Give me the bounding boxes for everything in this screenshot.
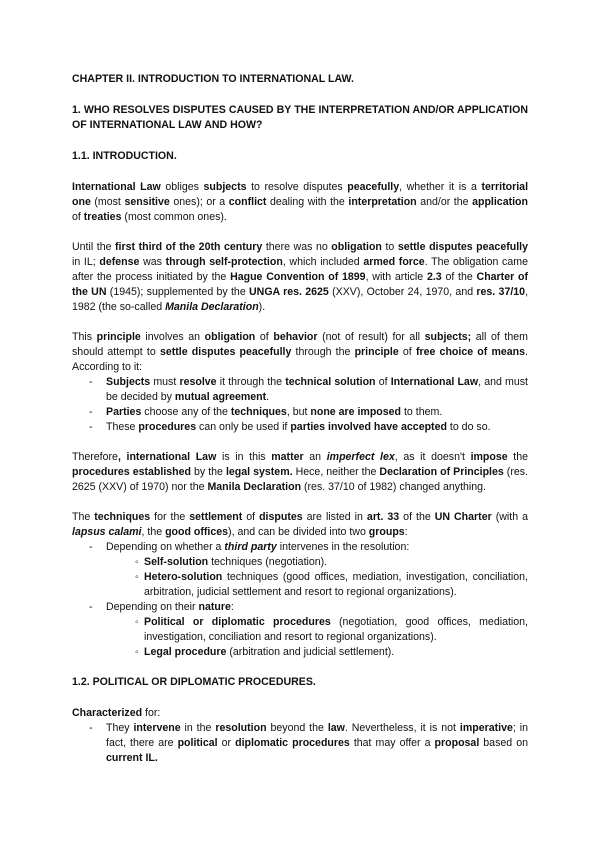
bold-text: parties involved have accepted	[290, 421, 447, 433]
bold-text: techniques	[230, 406, 287, 418]
section-1-2-title: 1.2. POLITICAL OR DIPLOMATIC PROCEDURES.	[72, 676, 316, 688]
text-run: (res. 2625 (XXV) of 1970) nor the	[72, 466, 528, 493]
text-run: , whether it is a	[399, 181, 482, 193]
text-run: to them.	[401, 406, 443, 418]
bold-text: Charter of the UN	[72, 271, 528, 298]
bold-text: techniques	[94, 511, 151, 523]
bold-text: none are imposed	[310, 406, 402, 418]
list-item	[72, 540, 528, 600]
text-run: of the	[399, 511, 435, 523]
sub-list-item	[106, 570, 528, 600]
bold-text: subjects;	[424, 331, 472, 343]
bold-text: procedures	[138, 421, 197, 433]
bold-text: imperfect lex	[326, 451, 395, 463]
text-run: ones); or a	[169, 196, 229, 208]
text-run: ; in fact, there are	[106, 722, 529, 749]
text-run: of the	[441, 271, 477, 283]
bold-text: procedures established	[72, 466, 191, 478]
bold-text: obligation	[331, 241, 382, 253]
text-run: techniques (good offices, mediation, investigation, conciliation, arbitration, judicial settlement and resort to regional organizations).	[144, 571, 528, 598]
bold-text: technical solution	[285, 376, 376, 388]
text-run: of	[72, 211, 84, 223]
text-run: and/or the	[416, 196, 473, 208]
document-page	[72, 72, 528, 781]
paragraph-4	[72, 450, 528, 495]
text-run: (arbitration and judicial settlement).	[226, 646, 395, 658]
text-run: in the	[180, 722, 216, 734]
sub-list-item	[106, 615, 528, 645]
text-run: This	[72, 331, 97, 343]
bold-text: conflict	[228, 196, 267, 208]
bold-text: Self-solution	[144, 556, 209, 568]
bold-text: application	[472, 196, 528, 208]
list-item	[72, 375, 528, 405]
text-run: , but	[286, 406, 311, 418]
list-5	[72, 540, 528, 660]
text-run: , which included	[282, 256, 364, 268]
text-run: obliges	[160, 181, 204, 193]
list-item	[72, 721, 528, 766]
bold-text: through self-protection	[165, 256, 283, 268]
text-run: , with article	[365, 271, 427, 283]
bold-text: current IL.	[106, 752, 158, 764]
list-item	[72, 420, 528, 435]
bold-text: Characterized	[72, 707, 143, 719]
bold-text: behavior	[273, 331, 318, 343]
paragraph-2	[72, 240, 528, 315]
bold-text: disputes	[259, 511, 303, 523]
text-run: based on	[479, 737, 528, 749]
text-run: by the	[191, 466, 226, 478]
text-run: Therefore	[72, 451, 118, 463]
text-run: to	[381, 241, 398, 253]
bold-text: first third of the 20th century	[115, 241, 263, 253]
text-run: all of them should attempt to	[72, 331, 528, 358]
text-run: dealing with the	[266, 196, 349, 208]
text-run: Until the	[72, 241, 116, 253]
bold-text: Parties	[106, 406, 142, 418]
text-run: These	[106, 421, 139, 433]
bold-text: good offices	[165, 526, 229, 538]
text-run: (most common ones).	[121, 211, 227, 223]
bold-text: peacefully	[347, 181, 400, 193]
text-run: that may offer a	[349, 737, 435, 749]
bold-text: International Law	[390, 376, 479, 388]
bold-text: Political or diplomatic procedures	[144, 616, 331, 628]
bold-text: art. 33	[366, 511, 400, 523]
text-run: (not of result) for all	[317, 331, 425, 343]
paragraph-6	[72, 706, 528, 721]
text-run: :	[404, 526, 408, 538]
text-run: Depending on whether a	[106, 541, 225, 553]
text-run: (with a	[491, 511, 528, 523]
bold-text: resolution	[215, 722, 267, 734]
bold-text: armed force	[363, 256, 425, 268]
text-run: Depending on their	[106, 601, 199, 613]
section-1-title: 1. WHO RESOLVES DISPUTES CAUSED BY THE INTERPRETATION AND/OR APPLICATION OF INTERNATIONAL LAW AND HOW?	[72, 104, 528, 131]
bold-text: territorial one	[72, 181, 529, 208]
text-run: . According to it:	[72, 346, 528, 373]
text-run: , as it doesn't	[394, 451, 471, 463]
bold-text: subjects	[203, 181, 247, 193]
bold-text: free choice of means	[415, 346, 526, 358]
bold-text: settle disputes peacefully	[397, 241, 528, 253]
text-run: (XXV), October 24, 1970, and	[328, 286, 477, 298]
text-run: (negotiation, good offices, mediation, investigation, conciliation and resort to regional organizations).	[144, 616, 528, 643]
text-run: They	[106, 722, 134, 734]
text-run: , 1982 (the so-called	[72, 286, 529, 313]
text-run: of	[398, 346, 416, 358]
paragraph-3	[72, 330, 528, 375]
text-run: choose any of the	[141, 406, 231, 418]
bold-text: impose	[470, 451, 508, 463]
text-run: an	[303, 451, 327, 463]
chapter-title: CHAPTER II. INTRODUCTION TO INTERNATIONAL LAW.	[72, 73, 354, 85]
bold-text: 2.3	[426, 271, 442, 283]
text-run: beyond the	[266, 722, 328, 734]
paragraph-5	[72, 510, 528, 540]
text-run: in IL;	[72, 256, 100, 268]
bold-text: law	[327, 722, 345, 734]
bold-text: matter	[271, 451, 304, 463]
bold-text: third party	[224, 541, 277, 553]
bold-text: Hetero-solution	[144, 571, 223, 583]
bold-text: , international Law	[117, 451, 217, 463]
list-item-text	[106, 540, 528, 555]
bold-text: intervene	[133, 722, 181, 734]
bold-text: defense	[99, 256, 140, 268]
bold-text: Declaration of Principles	[379, 466, 504, 478]
bold-text: groups	[368, 526, 405, 538]
bold-text: res. 37/10	[476, 286, 526, 298]
text-run: of	[255, 331, 274, 343]
bold-text: diplomatic procedures	[235, 737, 350, 749]
text-run: involves an	[140, 331, 205, 343]
bold-text: settlement	[189, 511, 243, 523]
text-run: is in this	[216, 451, 272, 463]
bold-text: Manila Declaration	[207, 481, 302, 493]
bold-text: imperative	[459, 722, 513, 734]
text-run: for:	[142, 707, 161, 719]
bold-text: Hague Convention of 1899	[230, 271, 366, 283]
bold-text: legal system.	[225, 466, 293, 478]
text-run: ).	[258, 301, 266, 313]
bold-text: nature	[198, 601, 231, 613]
bold-text: principle	[96, 331, 141, 343]
text-run: the	[507, 451, 529, 463]
bold-text: political	[177, 737, 218, 749]
text-run: through the	[291, 346, 355, 358]
text-run: , and must be decided by	[106, 376, 529, 403]
text-run: intervenes in the resolution:	[276, 541, 410, 553]
list-3	[72, 375, 528, 435]
bold-text: Legal procedure	[144, 646, 227, 658]
text-run: there was no	[262, 241, 332, 253]
sub-list	[106, 555, 528, 600]
paragraph-1	[72, 180, 528, 225]
text-run: it through the	[216, 376, 286, 388]
text-run: for the	[150, 511, 190, 523]
list-item-text	[106, 600, 528, 615]
bold-text: lapsus calami	[72, 526, 142, 538]
text-run: was	[139, 256, 166, 268]
text-run: are listed in	[302, 511, 367, 523]
sub-list	[106, 615, 528, 660]
text-run: (res. 37/10 of 1982) changed anything.	[301, 481, 486, 493]
text-run: can only be used if	[196, 421, 291, 433]
text-run: techniques (negotiation).	[208, 556, 328, 568]
bold-text: settle disputes peacefully	[159, 346, 292, 358]
sub-list-item	[106, 555, 528, 570]
bold-text: sensitive	[124, 196, 170, 208]
bold-text: obligation	[204, 331, 256, 343]
bold-text: UN Charter	[434, 511, 492, 523]
text-run: . Nevertheless, it is not	[344, 722, 460, 734]
text-run: (1945); supplemented by the	[106, 286, 250, 298]
bold-text: principle	[354, 346, 399, 358]
text-run: of	[242, 511, 260, 523]
text-run: , the	[141, 526, 166, 538]
text-run: :	[230, 601, 234, 613]
text-run: to do so.	[446, 421, 491, 433]
bold-text: Manila Declaration	[165, 301, 259, 313]
text-run: to resolve disputes	[246, 181, 348, 193]
bold-text: mutual agreement	[174, 391, 267, 403]
bold-text: interpretation	[348, 196, 417, 208]
bold-text: proposal	[434, 737, 480, 749]
sub-list-item	[106, 645, 528, 660]
text-run: The	[72, 511, 95, 523]
list-item	[72, 600, 528, 660]
bold-text: resolve	[179, 376, 217, 388]
bold-text: UNGA res. 2625	[249, 286, 329, 298]
text-run: or	[217, 737, 236, 749]
bold-text: treaties	[83, 211, 122, 223]
list-6	[72, 721, 528, 766]
list-item	[72, 405, 528, 420]
bold-text: Subjects	[106, 376, 151, 388]
bold-text: International Law	[72, 181, 161, 193]
text-run: ), and can be divided into two	[228, 526, 369, 538]
text-run: . The obligation came after the process initiated by the	[72, 256, 528, 283]
section-1-1-title: 1.1. INTRODUCTION.	[72, 150, 177, 162]
text-run: (most	[90, 196, 125, 208]
text-run: .	[266, 391, 270, 403]
text-run: Hece, neither the	[292, 466, 380, 478]
text-run: of	[375, 376, 391, 388]
text-run: must	[150, 376, 180, 388]
